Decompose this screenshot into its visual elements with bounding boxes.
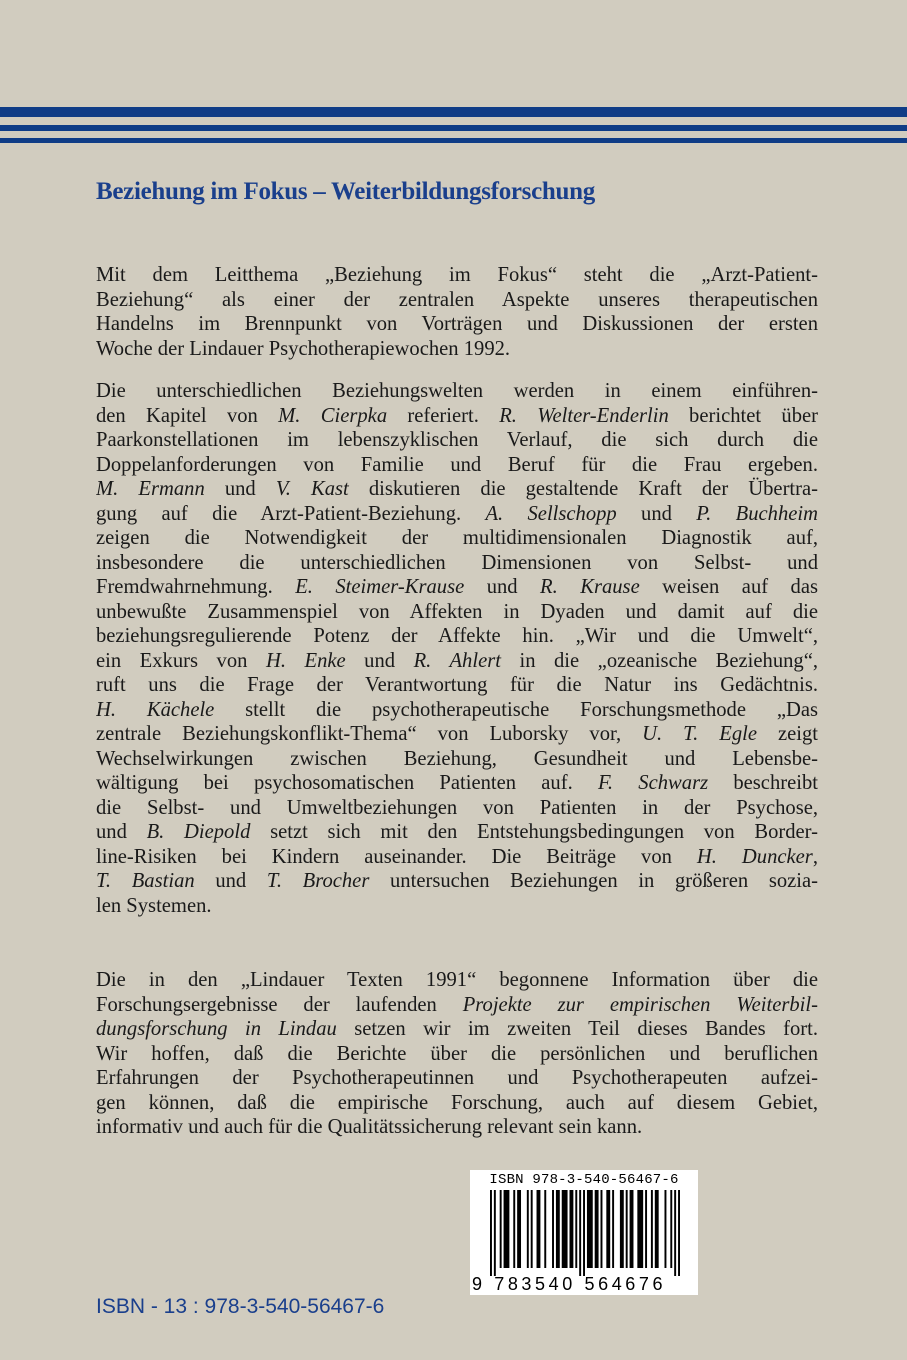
barcode-bar — [645, 1190, 647, 1268]
barcode-bar — [556, 1190, 560, 1268]
text-line — [96, 869, 818, 894]
text-run: beschreibt — [708, 772, 818, 794]
barcode-bars — [490, 1190, 680, 1276]
barcode-bar — [674, 1190, 676, 1276]
barcode-bar — [637, 1190, 643, 1268]
text-run: referiert. — [387, 404, 500, 427]
text-run: und — [96, 821, 147, 843]
barcode-bar — [595, 1190, 599, 1268]
barcode-bar — [630, 1190, 634, 1268]
text-run: , — [812, 845, 818, 868]
barcode-bar — [490, 1190, 492, 1276]
text-run: berichtet über — [668, 404, 818, 427]
author-name: U. T. Egle — [642, 723, 757, 745]
text-run: und — [204, 478, 276, 500]
barcode-bar — [569, 1190, 573, 1268]
text-run: und — [345, 649, 414, 672]
author-name: P. Buchheim — [696, 502, 818, 525]
text-line — [96, 968, 818, 993]
barcode-bar — [575, 1190, 577, 1268]
author-name: V. Kast — [275, 478, 349, 500]
text-line — [96, 673, 818, 698]
text-run: gen können, daß die empirische Forschung, auch auf diesem Gebiet, — [96, 1091, 818, 1114]
author-name: F. Schwarz — [597, 772, 709, 794]
text-line — [96, 698, 818, 723]
barcode-bar — [494, 1190, 496, 1276]
text-run: Fremdwahrnehmung. — [96, 576, 296, 598]
text-run: untersuchen Beziehungen in größeren sozia- — [369, 870, 818, 892]
author-name: T. Brocher — [266, 870, 370, 892]
barcode-bar — [544, 1190, 546, 1268]
author-name: H. Enke — [265, 649, 346, 672]
text-run: weisen auf das — [639, 576, 818, 598]
barcode-bar — [504, 1190, 510, 1268]
text-line — [96, 600, 818, 625]
author-name: H. Kächele — [96, 698, 215, 721]
barcode-bar — [500, 1190, 502, 1268]
author-name: T. Bastian — [96, 870, 195, 892]
author-name: H. Duncker — [696, 845, 813, 868]
text-run: zeigen die Notwendigkeit der multidimensionalen Diagnostik auf, — [96, 527, 818, 549]
text-line — [96, 624, 818, 649]
text-line — [96, 894, 818, 919]
text-line — [96, 820, 818, 845]
barcode-bar — [655, 1190, 659, 1268]
text-line — [96, 502, 818, 527]
barcode-bar — [678, 1190, 680, 1276]
barcode-bar — [552, 1190, 554, 1268]
barcode-bar — [537, 1190, 541, 1268]
text-line — [96, 1017, 818, 1042]
isbn-13-label: ISBN - 13 : 978-3-540-56467-6 — [96, 1295, 385, 1318]
text-line — [96, 551, 818, 576]
paragraph-contents — [96, 379, 818, 918]
text-run: in die „ozeanische Beziehung“, — [500, 649, 818, 672]
author-name: Projekte zur empirischen Weiterbil- — [462, 993, 818, 1016]
barcode-bar — [513, 1190, 515, 1268]
text-line — [96, 993, 818, 1018]
barcode-bar — [587, 1190, 593, 1268]
author-name: R. Krause — [540, 576, 640, 598]
author-name: A. Sellschopp — [485, 502, 617, 525]
text-run: Wir hoffen, daß die Berichte über die persönlichen und beruflichen — [96, 1042, 818, 1065]
text-run: unbewußte Zusammenspiel von Affekten in Dyaden und damit auf die — [96, 600, 818, 623]
text-run: wältigung bei psychosomatischen Patienten auf. — [96, 772, 598, 794]
text-run: ein Exkurs von — [96, 649, 266, 672]
text-line: Woche der Lindauer Psychotherapiewochen 1992. — [96, 337, 511, 360]
barcode-bar — [626, 1190, 628, 1268]
text-line — [96, 1042, 818, 1067]
text-run: den Kapitel von — [96, 404, 279, 427]
text-line — [96, 722, 818, 747]
author-name: R. Welter-Enderlin — [499, 404, 669, 427]
text-run: und — [464, 576, 541, 598]
text-line: Beziehung“ als einer der zentralen Aspekte unseres therapeutischen — [96, 288, 818, 311]
top-stripe-bottom — [0, 138, 907, 143]
author-name: M. Ermann — [96, 478, 205, 500]
text-run: die Selbst- und Umweltbeziehungen von Patienten in der Psychose, — [96, 796, 818, 819]
text-run: beziehungsregulierende Potenz der Affekte hin. „Wir und die Umwelt“, — [96, 625, 818, 647]
text-run: Die unterschiedlichen Beziehungswelten werden in einem einführen- — [96, 380, 818, 402]
text-line — [96, 1091, 818, 1116]
text-run: und — [616, 502, 697, 525]
text-run: insbesondere die unterschiedlichen Dimensionen von Selbst- und — [96, 551, 818, 574]
text-run: Die in den „Lindauer Texten 1991“ begonnene Information über die — [96, 969, 818, 991]
text-run: Paarkonstellationen im lebenszyklischen Verlauf, die sich durch die — [96, 429, 818, 451]
barcode-bar — [527, 1190, 529, 1268]
text-run: ruft uns die Frage der Verantwortung für die Natur ins Gedächtnis. — [96, 674, 818, 696]
text-line — [96, 477, 818, 502]
barcode-bar — [579, 1190, 581, 1276]
text-line: Mit dem Leitthema „Beziehung im Fokus“ steht die „Arzt-Patient- — [96, 264, 818, 286]
author-name: M. Cierpka — [278, 404, 388, 427]
text-line — [96, 1115, 818, 1140]
text-line — [96, 575, 818, 600]
barcode-bar — [612, 1190, 614, 1268]
author-name: dungsforschung in Lindau — [96, 1018, 337, 1040]
text-line: Handelns im Brennpunkt von Vorträgen und Diskussionen der ersten — [96, 313, 818, 335]
text-line — [96, 453, 818, 478]
text-run: stellt die psychotherapeutische Forschungsmethode „Das — [214, 698, 818, 721]
text-run: zentrale Beziehungskonflikt-Thema“ von Luborsky vor, — [96, 723, 643, 745]
text-run: Forschungsergebnisse der laufenden — [96, 993, 463, 1016]
paragraph-research — [96, 968, 818, 1140]
text-line — [96, 1066, 818, 1091]
text-run: diskutieren die gestaltende Kraft der Übertra- — [348, 478, 818, 500]
text-run: Wechselwirkungen zwischen Beziehung, Gesundheit und Lebensbe- — [96, 747, 818, 770]
text-run: zeigt — [756, 723, 818, 745]
barcode-bar — [517, 1190, 521, 1268]
author-name: B. Diepold — [146, 821, 251, 843]
text-line — [96, 747, 818, 772]
text-line — [96, 796, 818, 821]
barcode-bar — [670, 1190, 672, 1268]
barcode-bar — [531, 1190, 533, 1268]
text-run: informativ und auch für die Qualitätssicherung relevant sein kann. — [96, 1116, 643, 1138]
text-line — [96, 428, 818, 453]
barcode-bar — [620, 1190, 624, 1268]
top-stripe-thin — [0, 125, 907, 131]
barcode-bar — [606, 1190, 610, 1268]
barcode-label — [470, 1170, 698, 1295]
barcode-bar — [601, 1190, 603, 1268]
barcode-bar — [664, 1190, 666, 1268]
barcode-bar — [651, 1190, 653, 1268]
author-name: E. Steimer-Krause — [295, 576, 465, 598]
text-run: setzen wir im zweiten Teil dieses Bandes fort. — [336, 1018, 818, 1040]
paragraph-intro — [96, 263, 818, 361]
text-line — [96, 404, 818, 429]
text-run: len Systemen. — [96, 894, 212, 917]
text-line — [96, 649, 818, 674]
text-line — [96, 379, 818, 404]
text-run: und — [194, 870, 267, 892]
author-name: R. Ahlert — [413, 649, 501, 672]
barcode-digits: 9 783540 564676 — [472, 1274, 667, 1294]
barcode-isbn-text: ISBN 978-3-540-56467-6 — [489, 1172, 679, 1188]
text-run: Doppelanforderungen von Familie und Beruf für die Frau ergeben. — [96, 453, 818, 476]
text-line — [96, 845, 818, 870]
barcode-bar — [583, 1190, 585, 1276]
top-stripe-thick — [0, 107, 907, 117]
text-line — [96, 771, 818, 796]
text-run: setzt sich mit den Entstehungsbedingungen von Border- — [250, 821, 818, 843]
text-run: line-Risiken bei Kindern auseinander. Die Beiträge von — [96, 845, 697, 868]
book-title: Beziehung im Fokus – Weiterbildungsforschung — [96, 178, 595, 205]
barcode-bar — [562, 1190, 568, 1268]
text-line — [96, 526, 818, 551]
text-run: gung auf die Arzt-Patient-Beziehung. — [96, 502, 486, 525]
text-run: Erfahrungen der Psychotherapeutinnen und Psychotherapeuten aufzei- — [96, 1067, 818, 1089]
